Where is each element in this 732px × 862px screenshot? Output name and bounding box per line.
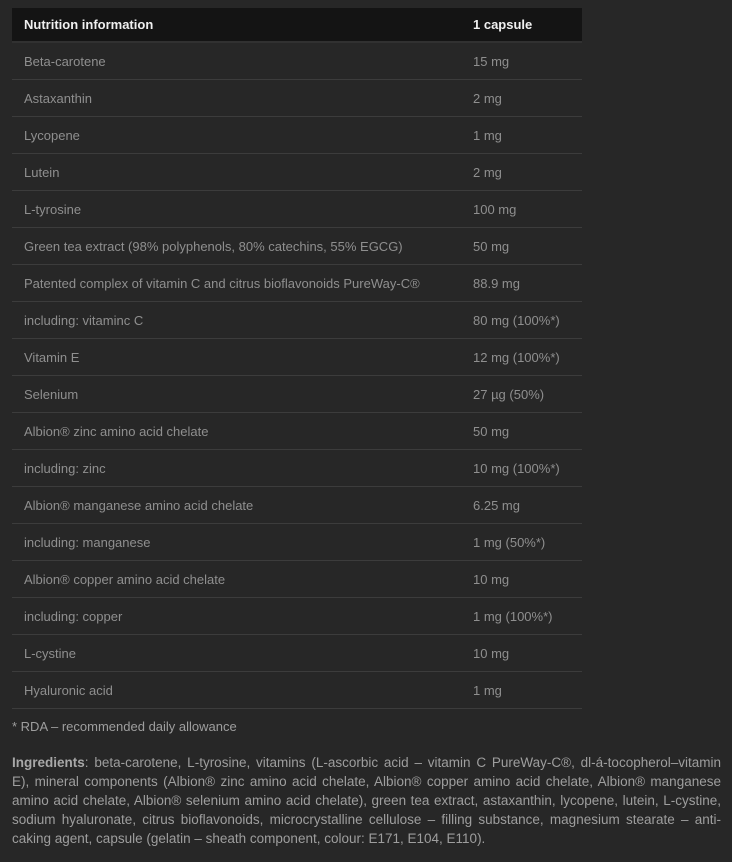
nutrient-value: 80 mg (100%*)	[473, 312, 560, 328]
nutrient-name: Astaxanthin	[24, 90, 92, 106]
header-name-column: Nutrition information	[24, 17, 154, 32]
nutrient-value: 10 mg (100%*)	[473, 460, 560, 476]
table-row	[12, 487, 582, 524]
ingredients-label: Ingredients	[12, 755, 85, 770]
nutrient-name: Lycopene	[24, 127, 80, 143]
table-row	[12, 43, 582, 80]
nutrient-name: Vitamin E	[24, 349, 80, 365]
nutrient-name: Lutein	[24, 164, 60, 180]
nutrient-value: 10 mg	[473, 645, 510, 661]
nutrient-value: 2 mg	[473, 90, 502, 106]
nutrient-name: Hyaluronic acid	[24, 682, 113, 698]
nutrient-value: 6.25 mg	[473, 497, 520, 513]
nutrient-value: 27 µg (50%)	[473, 386, 545, 402]
nutrient-value: 100 mg	[473, 201, 517, 217]
nutrient-value: 12 mg (100%*)	[473, 349, 560, 365]
header-value-column: 1 capsule	[473, 17, 533, 32]
nutrient-name: Beta-carotene	[24, 53, 106, 69]
nutrient-name: including: copper	[24, 608, 123, 624]
rda-footnote: * RDA – recommended daily allowance	[12, 719, 237, 734]
nutrient-name: including: vitaminc C	[24, 312, 144, 328]
table-row	[12, 117, 582, 154]
table-row	[12, 635, 582, 672]
nutrition-table-header	[12, 8, 582, 43]
table-row	[12, 413, 582, 450]
table-row	[12, 80, 582, 117]
nutrient-value: 1 mg (100%*)	[473, 608, 553, 624]
nutrient-value: 1 mg	[473, 682, 502, 698]
table-row	[12, 154, 582, 191]
table-row	[12, 672, 582, 709]
table-row	[12, 302, 582, 339]
nutrient-name: Selenium	[24, 386, 79, 402]
nutrient-value: 88.9 mg	[473, 275, 520, 291]
table-row	[12, 191, 582, 228]
nutrient-value: 1 mg (50%*)	[473, 534, 546, 550]
table-row	[12, 450, 582, 487]
ingredients-paragraph	[12, 753, 721, 848]
ingredients-text: : beta-carotene, L-tyrosine, vitamins (L-ascorbic acid – vitamin C PureWay-C®, dl-á-tocopherol–vitamin E), mineral components (Albion® zinc amino acid chelate, Albion® copper amino acid chelate, Albion® manganese amino acid chelate, Albion® selenium amino acid chelate), green tea extract, astaxanthin, lycopene, lutein, L-cystine, sodium hyaluronate, citrus bioflavonoids, microcrystalline cellulose – filling substance, magnesium stearate – anti-caking agent, capsule (gelatin – sheath component, colour: E171, E104, E110).	[12, 755, 721, 846]
table-row	[12, 339, 582, 376]
table-row	[12, 524, 582, 561]
table-row	[12, 376, 582, 413]
table-row	[12, 561, 582, 598]
nutrient-name: Green tea extract (98% polyphenols, 80% catechins, 55% EGCG)	[24, 238, 403, 254]
nutrient-name: Albion® copper amino acid chelate	[24, 571, 226, 587]
table-row	[12, 265, 582, 302]
nutrient-name: Albion® zinc amino acid chelate	[24, 423, 209, 439]
nutrient-name: L-cystine	[24, 645, 77, 661]
table-row	[12, 598, 582, 635]
nutrient-name: including: manganese	[24, 534, 151, 550]
nutrition-table-rows	[12, 43, 582, 709]
nutrient-value: 2 mg	[473, 164, 502, 180]
nutrient-name: Albion® manganese amino acid chelate	[24, 497, 254, 513]
nutrient-name: L-tyrosine	[24, 201, 82, 217]
nutrient-value: 50 mg	[473, 423, 510, 439]
table-row	[12, 228, 582, 265]
nutrient-value: 50 mg	[473, 238, 510, 254]
nutrient-value: 10 mg	[473, 571, 510, 587]
nutrient-value: 1 mg	[473, 127, 502, 143]
nutrition-table	[12, 8, 582, 709]
nutrient-name: including: zinc	[24, 460, 106, 476]
nutrient-name: Patented complex of vitamin C and citrus bioflavonoids PureWay-C®	[24, 275, 420, 291]
nutrient-value: 15 mg	[473, 53, 510, 69]
